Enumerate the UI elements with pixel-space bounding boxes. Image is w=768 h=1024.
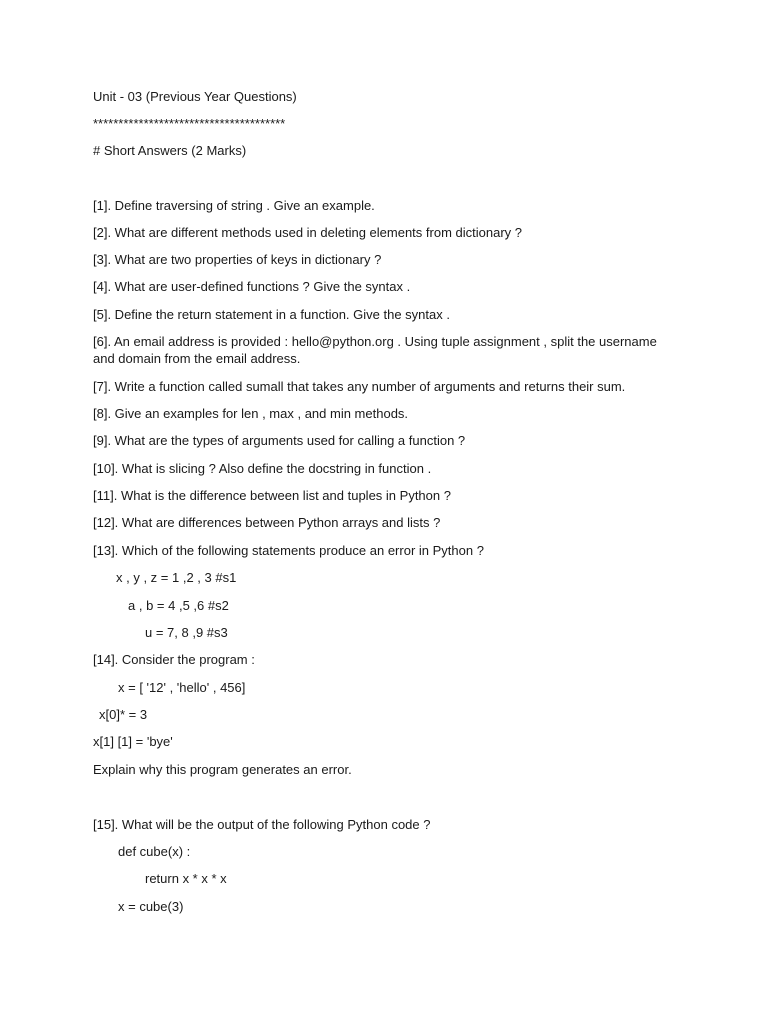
- section-heading: # Short Answers (2 Marks): [93, 143, 247, 158]
- star-separator: **************************************: [93, 116, 286, 131]
- question-11: [11]. What is the difference between list and tuples in Python ?: [93, 488, 451, 503]
- question-3: [3]. What are two properties of keys in dictionary ?: [93, 252, 382, 267]
- question-2: [2]. What are different methods used in deleting elements from dictionary ?: [93, 225, 522, 240]
- question-14: [14]. Consider the program :: [93, 652, 255, 667]
- question-1: [1]. Define traversing of string . Give an example.: [93, 198, 375, 213]
- question-5: [5]. Define the return statement in a function. Give the syntax .: [93, 307, 450, 322]
- question-15: [15]. What will be the output of the following Python code ?: [93, 817, 431, 832]
- question-9: [9]. What are the types of arguments used for calling a function ?: [93, 433, 466, 448]
- code-line-def: def cube(x) :: [118, 844, 191, 859]
- code-line-call: x = cube(3): [118, 899, 184, 914]
- code-line-assign: x[1] [1] = 'bye': [93, 734, 173, 749]
- question-10: [10]. What is slicing ? Also define the docstring in function .: [93, 461, 432, 476]
- code-line-return: return x * x * x: [145, 871, 227, 886]
- question-8: [8]. Give an examples for len , max , and min methods.: [93, 406, 409, 421]
- document-title: Unit - 03 (Previous Year Questions): [93, 89, 297, 104]
- question-14-explain: Explain why this program generates an error.: [93, 762, 352, 777]
- code-line-s3: u = 7, 8 ,9 #s3: [145, 625, 228, 640]
- code-line-multiply: x[0]* = 3: [99, 707, 148, 722]
- code-line-list: x = [ '12' , 'hello' , 456]: [118, 680, 246, 695]
- question-12: [12]. What are differences between Python arrays and lists ?: [93, 515, 441, 530]
- code-line-s1: x , y , z = 1 ,2 , 3 #s1: [116, 570, 237, 585]
- question-13: [13]. Which of the following statements produce an error in Python ?: [93, 543, 484, 558]
- question-7: [7]. Write a function called sumall that takes any number of arguments and returns their sum.: [93, 379, 626, 394]
- question-4: [4]. What are user-defined functions ? Give the syntax .: [93, 279, 411, 294]
- question-6: [6]. An email address is provided : hello@python.org . Using tuple assignment , split the username and domain from the email address.: [93, 334, 657, 366]
- code-line-s2: a , b = 4 ,5 ,6 #s2: [128, 598, 229, 613]
